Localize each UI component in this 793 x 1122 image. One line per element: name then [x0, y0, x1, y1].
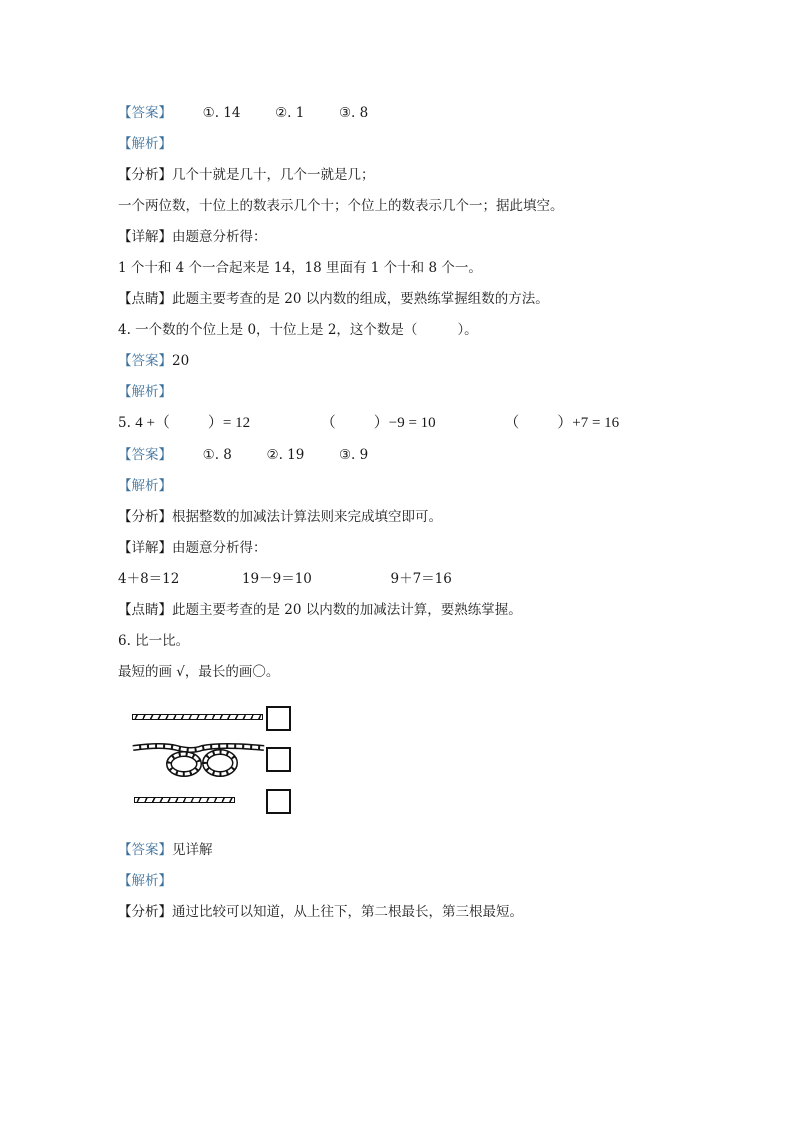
- result-3: 9＋7＝16: [390, 571, 452, 587]
- q5-fenxi-line: [118, 508, 442, 526]
- dianjing-text: 此题主要考查的是 20 以内数的加减法计算，要熟练掌握。: [172, 602, 522, 618]
- result-1: 4＋8＝12: [118, 571, 180, 587]
- q4-question-end: ）。: [457, 322, 478, 338]
- result-2: 19－9＝10: [241, 571, 312, 587]
- q3-xiangjie-line: [118, 228, 267, 246]
- q5-eq2-start: （: [320, 415, 336, 431]
- rope-looped-icon: [132, 740, 266, 780]
- q3-dianjing-line: [118, 290, 549, 308]
- fenxi-text-2: 一个两位数，十位上的数表示几个十；个位上的数表示几个一；据此填空。: [118, 198, 564, 214]
- q5-eq2-end: ）−9 = 10: [373, 415, 436, 431]
- rope-straight-short: [134, 797, 235, 803]
- fenxi-tag: 【分析】: [118, 509, 172, 525]
- q5-question-line: [118, 414, 619, 432]
- fenxi-text: 根据整数的加减法计算法则来完成填空即可。: [172, 509, 442, 525]
- q5-eq1-start: 4 +（: [135, 415, 170, 431]
- q5-xiangjie-line: [118, 539, 267, 557]
- answer-tag: 【答案】: [118, 105, 172, 121]
- q6-answer: 见详解: [172, 842, 213, 858]
- jiexi-tag: 【解析】: [118, 136, 172, 152]
- answer-item-3: ③. 9: [338, 447, 369, 463]
- q6-instruction: 最短的画 √，最长的画〇。: [118, 664, 280, 680]
- xiangjie-tag: 【详解】: [118, 229, 172, 245]
- q5-eq3-start: （: [504, 415, 520, 431]
- q4-answer-line: [118, 352, 189, 370]
- fenxi-tag: 【分析】: [118, 167, 172, 183]
- answer-item-1: ①. 8: [202, 447, 232, 463]
- q3-fenxi-line: [118, 166, 375, 184]
- q6-jiexi-line: [118, 872, 172, 890]
- q5-dianjing-line: [118, 601, 522, 619]
- q3-jiexi-line: [118, 135, 172, 153]
- q3-fenxi-line-2: [118, 197, 564, 215]
- fenxi-text: 几个十就是几十，几个一就是几；: [172, 167, 375, 183]
- fenxi-tag: 【分析】: [118, 904, 172, 920]
- q6-instruction-line: [118, 663, 279, 681]
- answer-tag: 【答案】: [118, 842, 172, 858]
- fenxi-text: 通过比较可以知道，从上往下，第二根最长，第三根最短。: [172, 904, 523, 920]
- q5-num: 5.: [118, 415, 131, 431]
- q4-answer: 20: [172, 353, 190, 369]
- answer-box-2[interactable]: [266, 747, 291, 772]
- q5-eq1-end: ）= 12: [207, 415, 251, 431]
- q6-fenxi-line: [118, 903, 523, 921]
- answer-item-3: ③. 8: [338, 105, 369, 121]
- q6-answer-line: [118, 841, 213, 859]
- q6-question: 6. 比一比。: [118, 633, 190, 649]
- jiexi-tag: 【解析】: [118, 478, 172, 494]
- jiexi-tag: 【解析】: [118, 873, 172, 889]
- answer-tag: 【答案】: [118, 447, 172, 463]
- dianjing-tag: 【点睛】: [118, 291, 172, 307]
- q6-question-line: [118, 632, 189, 650]
- q5-answer-line: [118, 446, 368, 464]
- q5-eq3-end: ）+7 = 16: [557, 415, 620, 431]
- dianjing-text: 此题主要考查的是 20 以内数的组成，要熟练掌握组数的方法。: [172, 291, 549, 307]
- answer-box-3[interactable]: [266, 789, 291, 814]
- rope-straight-long: [132, 714, 263, 720]
- xiangjie-tag: 【详解】: [118, 540, 172, 556]
- dianjing-tag: 【点睛】: [118, 602, 172, 618]
- q3-answer-line: [118, 104, 368, 122]
- detail-text: 1 个十和 4 个一合起来是 14，18 里面有 1 个十和 8 个一。: [118, 260, 482, 276]
- answer-item-2: ②. 19: [266, 447, 305, 463]
- xiangjie-text: 由题意分析得：: [172, 229, 267, 245]
- jiexi-tag: 【解析】: [118, 384, 172, 400]
- rope-comparison-figure: [128, 700, 308, 825]
- xiangjie-text: 由题意分析得：: [172, 540, 267, 556]
- q4-jiexi-line: [118, 383, 172, 401]
- answer-box-1[interactable]: [266, 706, 291, 731]
- q5-results-line: [118, 570, 452, 588]
- answer-item-2: ②. 1: [275, 105, 305, 121]
- q3-detail-line: [118, 259, 482, 277]
- q4-question-line: [118, 321, 478, 339]
- q5-jiexi-line: [118, 477, 172, 495]
- answer-item-1: ①. 14: [202, 105, 241, 121]
- q4-question: 4. 一个数的个位上是 0，十位上是 2，这个数是（: [118, 322, 418, 338]
- answer-tag: 【答案】: [118, 353, 172, 369]
